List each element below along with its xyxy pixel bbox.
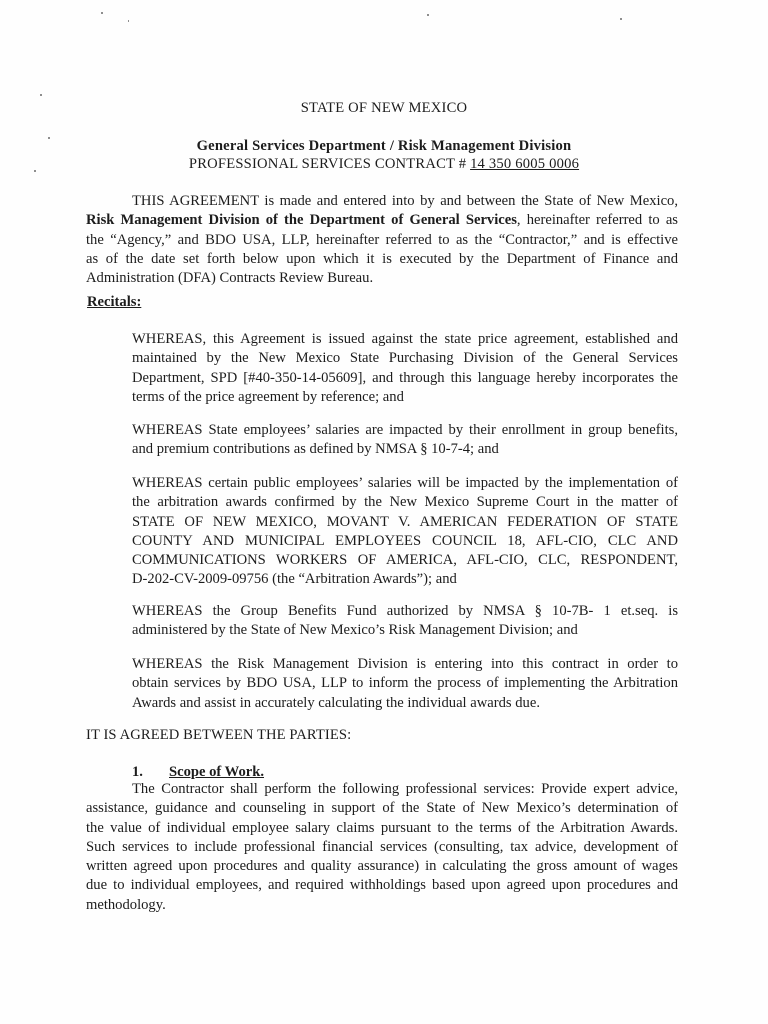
scope-line: the value of individual employee salary claims pursuant to the terms of the Arbitration Awards. xyxy=(86,819,678,836)
scan-speck xyxy=(40,94,42,96)
recital-line: WHEREAS the Group Benefits Fund authorized by NMSA § 10-7B- 1 et.seq. is xyxy=(132,603,678,619)
intro-line: as of the date set forth below upon which it is executed by the Department of Finance and xyxy=(86,250,678,267)
intro-line: Administration (DFA) Contracts Review Bureau. xyxy=(86,270,374,287)
intro-paragraph xyxy=(86,192,678,288)
recital-line: maintained by the New Mexico State Purchasing Division of the General Services xyxy=(132,350,678,367)
contract-label: PROFESSIONAL SERVICES CONTRACT # xyxy=(188,156,471,172)
recital-line: STATE OF NEW MEXICO, MOVANT V. AMERICAN FEDERATION OF STATE xyxy=(132,513,678,530)
scope-line: Such services to include professional financial services (consulting, tax advice, development of xyxy=(86,838,678,855)
recital-paragraph xyxy=(132,474,678,590)
intro-line: THIS AGREEMENT is made and entered into by and between the State of New Mexico, xyxy=(132,193,678,209)
scope-line: assistance, guidance and counseling in support of the State of New Mexico’s determination of xyxy=(86,800,678,817)
recital-line: the arbitration awards confirmed by the New Mexico Supreme Court in the matter of xyxy=(132,494,678,511)
scan-speck xyxy=(101,12,103,14)
recital-paragraph xyxy=(132,602,678,641)
scan-speck xyxy=(427,14,429,16)
contract-title xyxy=(0,155,768,174)
state-title: STATE OF NEW MEXICO xyxy=(300,100,468,116)
recital-line: terms of the price agreement by reference; and xyxy=(132,388,404,405)
intro-bold-text: Risk Management Division of the Department of General Services xyxy=(86,212,517,229)
department-title: General Services Department / Risk Management Division xyxy=(196,138,572,154)
scope-line: The Contractor shall perform the following professional services: Provide expert advice, xyxy=(132,781,678,797)
recital-line: Department, SPD [#40-350-14-05609], and through this language hereby incorporates the xyxy=(132,369,678,386)
recitals-heading: Recitals: xyxy=(87,294,142,310)
recital-line: WHEREAS certain public employees’ salaries will be impacted by the implementation of xyxy=(132,475,678,491)
recital-line: D-202-CV-2009-09756 (the “Arbitration Awards”); and xyxy=(132,571,457,588)
scope-line: due to individual employees, and required withholdings based upon agreed upon procedures and xyxy=(86,877,678,894)
recital-line: WHEREAS State employees’ salaries are impacted by their enrollment in group benefits, xyxy=(132,422,678,438)
recital-line: WHEREAS, this Agreement is issued against the state price agreement, established and xyxy=(132,331,678,347)
scope-line: written agreed upon procedures and quality assurance) in calculating the gross amount of wages xyxy=(86,858,678,875)
recital-paragraph xyxy=(132,655,678,713)
recital-line: COUNTY AND MUNICIPAL EMPLOYEES COUNCIL 18, AFL-CIO, CLC AND xyxy=(132,532,678,549)
section-title: Scope of Work. xyxy=(169,764,265,780)
section-number: 1. xyxy=(132,764,143,780)
recital-line: WHEREAS the Risk Management Division is entering into this contract in order to xyxy=(132,656,678,672)
scan-speck xyxy=(128,20,129,22)
recital-line: and premium contributions as defined by NMSA § 10-7-4; and xyxy=(132,441,499,458)
scope-line: methodology. xyxy=(86,896,166,913)
scope-paragraph xyxy=(86,780,678,915)
recital-line: Awards and assist in accurately calculating the individual awards due. xyxy=(132,694,540,711)
recital-paragraph xyxy=(132,421,678,460)
scan-speck xyxy=(620,18,622,20)
intro-line-rest: , hereinafter referred to as xyxy=(516,212,678,229)
recital-paragraph xyxy=(132,330,678,407)
recital-line: COMMUNICATIONS WORKERS OF AMERICA, AFL-CIO, CLC, RESPONDENT, xyxy=(132,552,678,569)
agreed-statement: IT IS AGREED BETWEEN THE PARTIES: xyxy=(86,727,352,743)
contract-number: 14 350 6005 0006 xyxy=(470,156,580,172)
recital-line: obtain services by BDO USA, LLP to inform the process of implementing the Arbitration xyxy=(132,675,678,692)
recital-line: administered by the State of New Mexico’s Risk Management Division; and xyxy=(132,622,578,639)
intro-line: the “Agency,” and BDO USA, LLP, hereinafter referred to as the “Contractor,” and is effective xyxy=(86,231,678,248)
intro-line xyxy=(86,211,678,230)
